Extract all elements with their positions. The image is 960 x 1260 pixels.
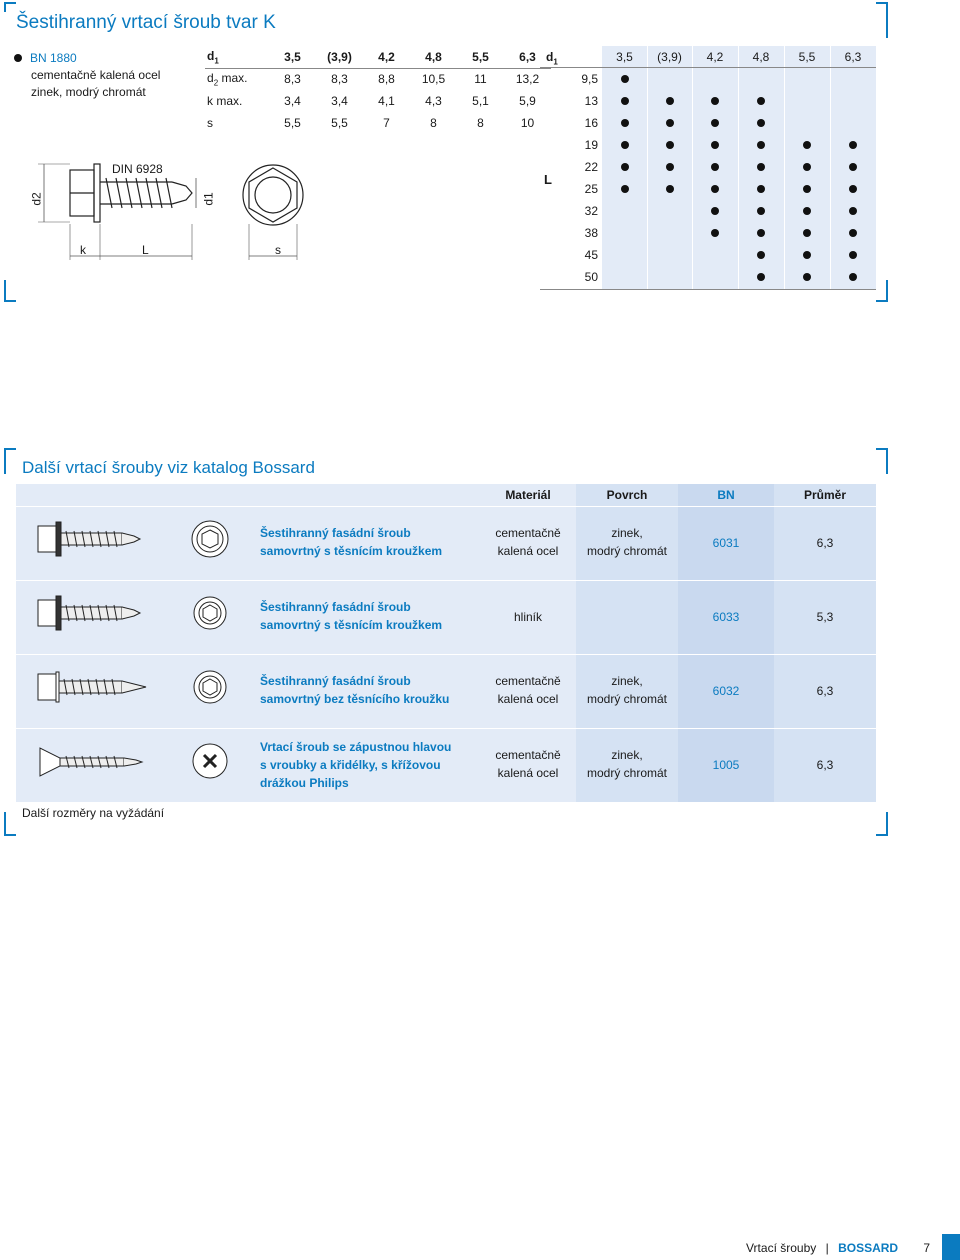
- availability-dot: [849, 273, 857, 281]
- dims-cell: 3,4: [284, 94, 301, 108]
- cat-surface: zinek, modrý chromát: [586, 748, 668, 780]
- countersunk-philips-screw-icon: [34, 740, 234, 790]
- grid-header-label: $d_1$: [546, 50, 558, 67]
- dims-col: 4,8: [410, 46, 457, 68]
- availability-dot: [757, 163, 765, 171]
- availability-dot: [849, 141, 857, 149]
- availability-dot: [803, 273, 811, 281]
- frame-top-br: [876, 280, 888, 302]
- availability-dot: [711, 97, 719, 105]
- grid-length-label: 38: [584, 226, 598, 240]
- cat-diameter: 6,3: [816, 758, 834, 772]
- dims-row-d2: [205, 68, 551, 90]
- availability-dot: [621, 141, 629, 149]
- grid-col-header: 6,3: [844, 50, 862, 64]
- dims-cell: 5,9: [519, 94, 536, 108]
- availability-dot: [757, 229, 765, 237]
- frame-cat-tr: [876, 448, 888, 474]
- availability-dot: [803, 251, 811, 259]
- grid-col-header: 3,5: [616, 50, 633, 64]
- cat-header-bn: BN: [717, 488, 735, 502]
- availability-dot: [621, 119, 629, 127]
- footer-color-tab: [942, 1234, 960, 1260]
- footer-divider: |: [825, 1241, 829, 1255]
- dims-col: 3,5: [269, 46, 316, 68]
- availability-dot: [803, 207, 811, 215]
- cat-bg-bn: [678, 484, 774, 802]
- hex-screw-icon: [34, 666, 234, 716]
- cat-material: cementačně kalená ocel: [495, 748, 561, 780]
- cat-row-sep: [16, 580, 876, 581]
- frame-cat-br: [876, 812, 888, 836]
- availability-dot: [849, 163, 857, 171]
- availability-dot: [666, 185, 674, 193]
- cat-bn: 6033: [712, 610, 740, 624]
- grid-length-label: 9,5: [581, 72, 598, 86]
- dims-col: 6,3: [504, 46, 551, 68]
- dims-col: 4,2: [363, 46, 410, 68]
- cat-diameter: 5,3: [816, 610, 834, 624]
- availability-dot: [803, 163, 811, 171]
- availability-dot: [757, 185, 765, 193]
- frame-top-right: [876, 2, 888, 38]
- dims-cell: 3,4: [331, 94, 348, 108]
- availability-dot: [849, 207, 857, 215]
- dims-cell: 4,3: [425, 94, 442, 108]
- frame-cat-bl: [4, 812, 16, 836]
- cat-surface: zinek, modrý chromát: [586, 674, 668, 706]
- availability-dot: [666, 119, 674, 127]
- frame-cat-tl: [4, 448, 16, 474]
- dims-row-s: [205, 112, 551, 134]
- availability-dot: [621, 163, 629, 171]
- availability-dot: [849, 229, 857, 237]
- cat-diameter: 6,3: [816, 684, 834, 698]
- availability-dot: [621, 97, 629, 105]
- frame-top-left: [4, 2, 16, 12]
- grid-length-label: 13: [584, 94, 598, 108]
- availability-dot: [711, 141, 719, 149]
- hex-washer-screw-icon: [34, 592, 234, 642]
- availability-dot: [803, 141, 811, 149]
- dims-cell: 7: [383, 116, 390, 130]
- dims-cell: 8,8: [378, 72, 395, 87]
- product-material: cementačně kalená ocel: [31, 68, 161, 82]
- grid-col-sep: [738, 46, 739, 290]
- availability-dot: [757, 207, 765, 215]
- cat-row-sep: [16, 728, 876, 729]
- grid-axis-label: L: [544, 172, 552, 187]
- label-d1: d1: [201, 192, 216, 206]
- dimensions-table: [205, 46, 551, 134]
- page-footer: [746, 1241, 930, 1255]
- availability-dot: [666, 141, 674, 149]
- dims-row-label: s: [207, 116, 213, 130]
- grid-length-label: 32: [584, 204, 598, 218]
- availability-dot: [803, 229, 811, 237]
- cat-desc: Vrtací šroub se zápustnou hlavou s vroubky a křidélky, s křížovou drážkou Philips: [260, 740, 452, 790]
- dims-cell: 11: [474, 72, 487, 87]
- availability-dot: [757, 97, 765, 105]
- grid-col-sep: [692, 46, 693, 290]
- dims-cell: 8: [477, 116, 484, 130]
- availability-dot: [757, 273, 765, 281]
- dims-cell: 10,5: [421, 72, 446, 87]
- catalog-title: Další vrtací šrouby viz katalog Bossard: [22, 458, 315, 477]
- cat-header-surface: Povrch: [606, 488, 648, 502]
- grid-col-header: 4,2: [706, 50, 724, 64]
- dims-row-label: k max.: [207, 94, 243, 108]
- availability-dot: [757, 119, 765, 127]
- dims-cell: 8,3: [331, 72, 348, 87]
- grid-length-label: 50: [584, 270, 598, 284]
- dims-cell: 5,1: [472, 94, 489, 108]
- grid-col-header: 4,8: [752, 50, 770, 64]
- bullet-icon: [14, 54, 22, 62]
- dims-cell: 8: [430, 116, 437, 130]
- dims-cell: 8,3: [284, 72, 301, 87]
- footer-page-number: 7: [923, 1241, 931, 1255]
- dims-header-label: $d_1$: [205, 46, 269, 68]
- footer-section: Vrtací šrouby: [746, 1241, 817, 1255]
- cat-material: cementačně kalená ocel: [495, 674, 561, 706]
- cat-row-sep: [16, 654, 876, 655]
- dims-cell: 5,5: [284, 116, 301, 130]
- cat-bn: 6031: [712, 536, 740, 550]
- label-k: k: [80, 243, 86, 257]
- dims-cell: 5,5: [331, 116, 348, 130]
- product-info: [14, 50, 160, 101]
- grid-length-label: 22: [584, 160, 598, 174]
- availability-dot: [666, 163, 674, 171]
- availability-dot: [757, 141, 765, 149]
- cat-row-sep: [16, 506, 876, 507]
- cat-diameter: 6,3: [816, 536, 834, 550]
- frame-top-bl: [4, 280, 16, 302]
- dims-header-row: [205, 46, 551, 68]
- cat-desc: Šestihranný fasádní šroub samovrtný bez těsnícího kroužku: [260, 674, 450, 706]
- availability-dot: [803, 185, 811, 193]
- cat-desc: Šestihranný fasádní šroub samovrtný s těsnícím kroužkem: [260, 600, 443, 632]
- page-title: Šestihranný vrtací šroub tvar K: [16, 12, 276, 33]
- cat-bn: 6032: [712, 684, 740, 698]
- dims-col: (3,9): [316, 46, 363, 68]
- cat-bn: 1005: [712, 758, 740, 772]
- grid-length-label: 25: [584, 182, 598, 196]
- availability-dot: [711, 185, 719, 193]
- cat-material: hliník: [514, 610, 543, 624]
- grid-bottom-line: [540, 289, 876, 290]
- availability-dot: [711, 229, 719, 237]
- product-bn: BN 1880: [30, 51, 77, 65]
- cat-desc: Šestihranný fasádní šroub samovrtný s těsnícím kroužkem: [260, 526, 443, 558]
- grid-col-header: 5,5: [798, 50, 816, 64]
- availability-dot: [666, 97, 674, 105]
- cat-bg-diameter: [774, 484, 876, 802]
- label-L: L: [142, 243, 149, 257]
- length-availability-grid: [540, 46, 876, 290]
- catalog-table: [16, 484, 876, 802]
- dims-row-k: [205, 90, 551, 112]
- cat-material: cementačně kalená ocel: [495, 526, 561, 558]
- label-s: s: [275, 243, 281, 257]
- cat-header-material: Materiál: [505, 488, 551, 502]
- grid-col-sep: [647, 46, 648, 290]
- cat-header-diameter: Průměr: [803, 488, 847, 502]
- availability-dot: [711, 119, 719, 127]
- availability-dot: [621, 75, 629, 83]
- dims-cell: 13,2: [515, 72, 540, 87]
- availability-dot: [849, 185, 857, 193]
- note-more-dimensions: Další rozměry na vyžádání: [22, 806, 165, 820]
- grid-col-sep: [784, 46, 785, 290]
- dims-cell: 10: [520, 116, 535, 130]
- dims-cell: 4,1: [378, 94, 395, 108]
- grid-col-header: (3,9): [657, 50, 682, 64]
- grid-col-sep: [830, 46, 831, 290]
- availability-dot: [621, 185, 629, 193]
- label-d2: d2: [29, 192, 44, 206]
- availability-dot: [711, 207, 719, 215]
- grid-shade: [602, 46, 876, 290]
- availability-dot: [849, 251, 857, 259]
- grid-length-label: 19: [584, 138, 598, 152]
- grid-length-label: 16: [584, 116, 598, 130]
- dims-row-label: $d_2$ max.: [207, 71, 248, 88]
- dims-col: 5,5: [457, 46, 504, 68]
- hex-washer-screw-icon: [34, 518, 234, 568]
- footer-brand: BOSSARD: [838, 1241, 899, 1255]
- availability-dot: [757, 251, 765, 259]
- grid-length-label: 45: [584, 248, 598, 262]
- availability-dot: [711, 163, 719, 171]
- drawing-standard: DIN 6928: [112, 162, 163, 176]
- screw-drawing: [26, 150, 326, 260]
- cat-surface: zinek, modrý chromát: [586, 526, 668, 558]
- product-surface: zinek, modrý chromát: [31, 85, 146, 99]
